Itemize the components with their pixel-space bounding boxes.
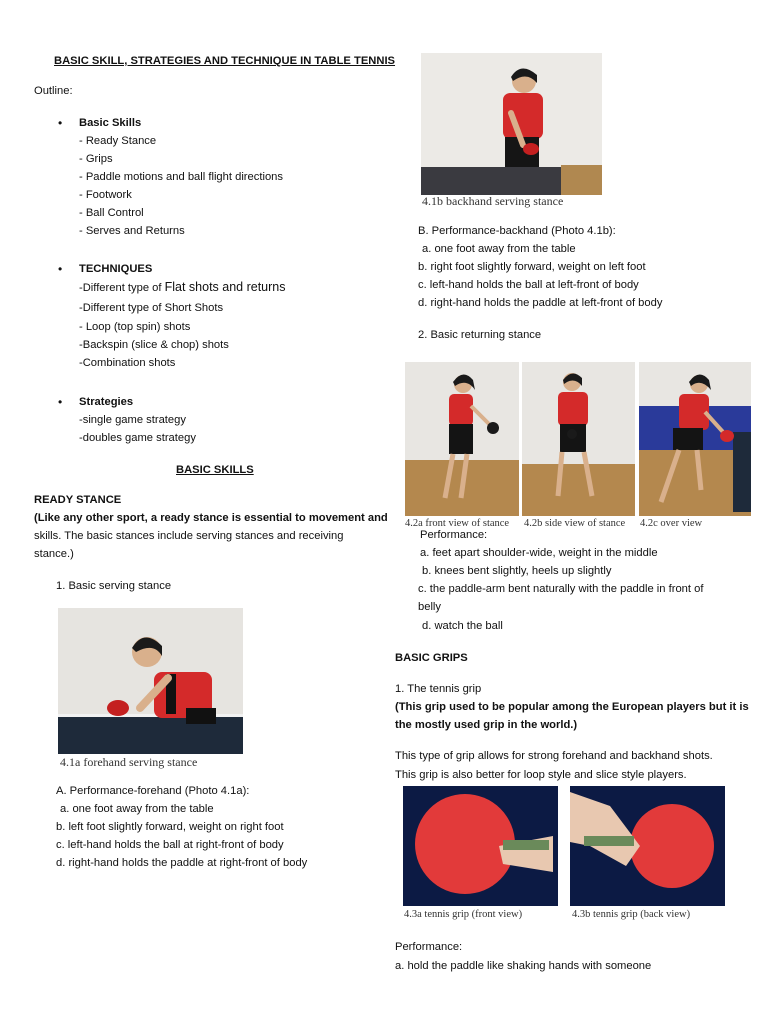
list-item: - Ready Stance [79, 135, 157, 147]
list-item: a. one foot away from the table [422, 243, 576, 255]
photo-grip-back [570, 786, 725, 906]
outline-techniques-heading: TECHNIQUES [79, 263, 153, 275]
list-item: -Combination shots [79, 357, 176, 369]
paragraph-line: (This grip used to be popular among the European players but it is [395, 701, 749, 713]
photo-stance-over [639, 362, 751, 516]
paragraph-line: stance.) [34, 548, 74, 560]
list-item: - Grips [79, 153, 113, 165]
stance-over-image [639, 362, 751, 516]
list-item: c. left-hand holds the ball at right-front of body [56, 839, 284, 851]
photo-caption: 4.3a tennis grip (front view) [404, 909, 523, 920]
list-item: -Backspin (slice & chop) shots [79, 339, 229, 351]
section-heading: BASIC SKILLS [176, 464, 254, 476]
bullet-icon: • [58, 395, 63, 409]
grip-performance-label: Performance: [395, 941, 463, 953]
page-title: BASIC SKILL, STRATEGIES AND TECHNIQUE IN TABLE TENNIS [54, 55, 396, 67]
list-item: - Paddle motions and ball flight directions [79, 171, 283, 183]
serving-stance-label: 1. Basic serving stance [56, 580, 172, 592]
list-item: c. the paddle-arm bent naturally with the paddle in front of [418, 583, 704, 595]
list-item: b. knees bent slightly, heels up slightly [422, 565, 612, 577]
paragraph-line [34, 509, 388, 527]
photo-caption: 4.2b side view of stance [524, 518, 626, 529]
list-item: b. right foot slightly forward, weight on left foot [418, 261, 646, 273]
bullet-icon: • [58, 262, 63, 276]
photo-stance-front [405, 362, 519, 516]
list-item: - Ball Control [79, 207, 144, 219]
bullet-icon: • [58, 116, 63, 130]
list-item: -Different type of Short Shots [79, 302, 224, 314]
paragraph-text: (Like any other sport, a ready stance is essential to movement and [34, 512, 388, 524]
photo-backhand-serving [421, 53, 602, 195]
list-item: d. right-hand holds the paddle at right-front of body [56, 857, 308, 869]
list-item: d. right-hand holds the paddle at left-front of body [418, 297, 663, 309]
backhand-serving-image [421, 53, 602, 195]
photo-caption: 4.3b tennis grip (back view) [572, 909, 691, 920]
list-item: - Serves and Returns [79, 225, 185, 237]
list-item: - Loop (top spin) shots [79, 321, 191, 333]
photo-caption: 4.1a forehand serving stance [60, 755, 198, 769]
list-item-text: -Different type of [79, 282, 165, 294]
list-item: belly [418, 601, 442, 613]
list-item: -doubles game strategy [79, 432, 196, 444]
list-item: a. one foot away from the table [60, 803, 214, 815]
paragraph-line: This type of grip allows for strong forehand and backhand shots. [395, 750, 713, 762]
list-item: d. watch the ball [422, 620, 503, 632]
performance-label: Performance: [420, 529, 488, 541]
outline-strategies-heading: Strategies [79, 396, 134, 408]
outline-label: Outline: [34, 85, 73, 97]
list-item: -single game strategy [79, 414, 186, 426]
photo-grip-front [403, 786, 558, 906]
photo-caption: 4.2a front view of stance [405, 518, 510, 529]
list-item: - Footwork [79, 189, 132, 201]
paragraph-line: skills. The basic stances include serving stances and receiving [34, 530, 344, 542]
list-item: c. left-hand holds the ball at left-front of body [418, 279, 639, 291]
tennis-grip-label: 1. The tennis grip [395, 683, 482, 695]
list-item-text-large: Flat shots and returns [164, 280, 286, 294]
photo-caption: 4.2c over view [640, 518, 703, 529]
photo-stance-side [522, 362, 635, 516]
photo-forehand-serving [58, 608, 243, 754]
list-item: a. hold the paddle like shaking hands with someone [395, 960, 652, 972]
basic-grips-heading: BASIC GRIPS [395, 652, 468, 664]
list-item [79, 278, 286, 297]
list-item: a. feet apart shoulder-wide, weight in the middle [420, 547, 658, 559]
forehand-heading: A. Performance-forehand (Photo 4.1a): [56, 785, 250, 797]
grip-back-image [570, 786, 725, 906]
backhand-heading: B. Performance-backhand (Photo 4.1b): [418, 225, 616, 237]
stance-side-image [522, 362, 635, 516]
outline-basic-skills-heading: Basic Skills [79, 117, 142, 129]
forehand-serving-image [58, 608, 243, 754]
paragraph-line: the mostly used grip in the world.) [395, 719, 578, 731]
list-item: b. left foot slightly forward, weight on right foot [56, 821, 284, 833]
returning-stance-label: 2. Basic returning stance [418, 329, 542, 341]
grip-front-image [403, 786, 558, 906]
paragraph-line: This grip is also better for loop style and slice style players. [395, 769, 687, 781]
stance-front-image [405, 362, 519, 516]
ready-stance-heading: READY STANCE [34, 494, 122, 506]
photo-caption: 4.1b backhand serving stance [422, 194, 564, 208]
